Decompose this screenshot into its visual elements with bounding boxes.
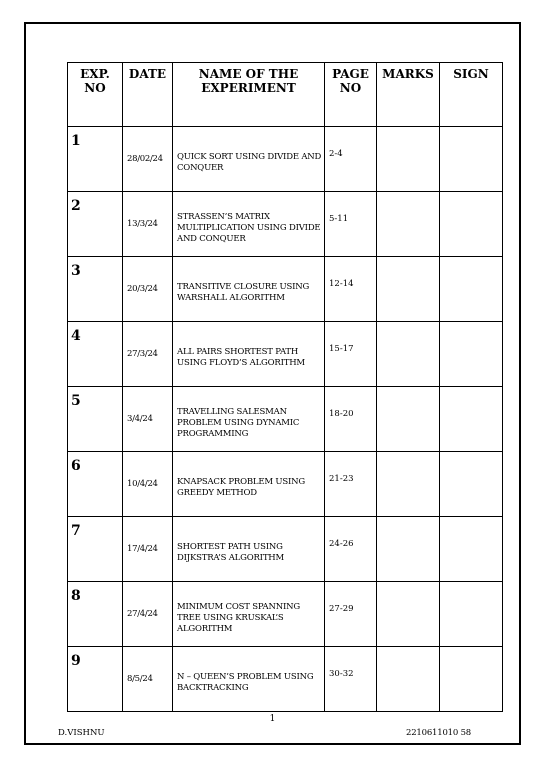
row-marks	[377, 387, 440, 452]
row-sign	[440, 322, 503, 387]
table-row	[68, 452, 503, 517]
row-page: 24-26	[325, 517, 377, 582]
table-row	[68, 647, 503, 712]
row-sign	[440, 192, 503, 257]
row-marks	[377, 192, 440, 257]
header-name: NAME OF THE EXPERIMENT	[173, 63, 325, 127]
row-no: 3	[68, 257, 123, 322]
row-marks	[377, 517, 440, 582]
row-sign	[440, 452, 503, 517]
row-marks	[377, 322, 440, 387]
row-date: 8/5/24	[123, 647, 173, 712]
row-date: 3/4/24	[123, 387, 173, 452]
row-marks	[377, 257, 440, 322]
row-sign	[440, 127, 503, 192]
row-name: STRASSEN’S MATRIX MULTIPLICATION USING DIVIDE AND CONQUER	[173, 192, 325, 257]
header-marks: MARKS	[377, 63, 440, 127]
row-no: 1	[68, 127, 123, 192]
row-page: 21-23	[325, 452, 377, 517]
row-name: SHORTEST PATH USING DIJKSTRA’S ALGORITHM	[173, 517, 325, 582]
row-date: 27/4/24	[123, 582, 173, 647]
row-sign	[440, 517, 503, 582]
table-row	[68, 387, 503, 452]
row-marks	[377, 452, 440, 517]
row-name: QUICK SORT USING DIVIDE AND CONQUER	[173, 127, 325, 192]
row-no: 5	[68, 387, 123, 452]
row-name: TRAVELLING SALESMAN PROBLEM USING DYNAMIC PROGRAMMING	[173, 387, 325, 452]
row-page: 12-14	[325, 257, 377, 322]
row-name: ALL PAIRS SHORTEST PATH USING FLOYD’S ALGORITHM	[173, 322, 325, 387]
table-row	[68, 192, 503, 257]
row-page: 18-20	[325, 387, 377, 452]
row-page: 27-29	[325, 582, 377, 647]
row-marks	[377, 582, 440, 647]
row-date: 20/3/24	[123, 257, 173, 322]
header-sign: SIGN	[440, 63, 503, 127]
row-marks	[377, 647, 440, 712]
row-no: 4	[68, 322, 123, 387]
row-date: 17/4/24	[123, 517, 173, 582]
row-name: TRANSITIVE CLOSURE USING WARSHALL ALGORITHM	[173, 257, 325, 322]
row-no: 7	[68, 517, 123, 582]
row-date: 13/3/24	[123, 192, 173, 257]
table-row	[68, 127, 503, 192]
table-header-row	[68, 63, 503, 127]
row-page: 15-17	[325, 322, 377, 387]
row-date: 10/4/24	[123, 452, 173, 517]
row-sign	[440, 257, 503, 322]
row-sign	[440, 387, 503, 452]
table-row	[68, 322, 503, 387]
row-sign	[440, 647, 503, 712]
row-date: 27/3/24	[123, 322, 173, 387]
header-page-no: PAGE NO	[325, 63, 377, 127]
row-no: 6	[68, 452, 123, 517]
row-page: 30-32	[325, 647, 377, 712]
table-row	[68, 582, 503, 647]
row-page: 2-4	[325, 127, 377, 192]
row-sign	[440, 582, 503, 647]
author-name: D.VISHNU	[58, 728, 105, 738]
row-no: 9	[68, 647, 123, 712]
row-marks	[377, 127, 440, 192]
header-date: DATE	[123, 63, 173, 127]
page-number: 1	[269, 714, 276, 724]
row-date: 28/02/24	[123, 127, 173, 192]
row-name: N – QUEEN’S PROBLEM USING BACKTRACKING	[173, 647, 325, 712]
experiment-index-table	[67, 62, 503, 712]
row-name: MINIMUM COST SPANNING TREE USING KRUSKAL’S ALGORITHM	[173, 582, 325, 647]
row-no: 2	[68, 192, 123, 257]
table-row	[68, 257, 503, 322]
row-name: KNAPSACK PROBLEM USING GREEDY METHOD	[173, 452, 325, 517]
row-page: 5-11	[325, 192, 377, 257]
header-exp-no: EXP. NO	[68, 63, 123, 127]
student-id: 2210611010 58	[406, 728, 471, 738]
table-row	[68, 517, 503, 582]
row-no: 8	[68, 582, 123, 647]
